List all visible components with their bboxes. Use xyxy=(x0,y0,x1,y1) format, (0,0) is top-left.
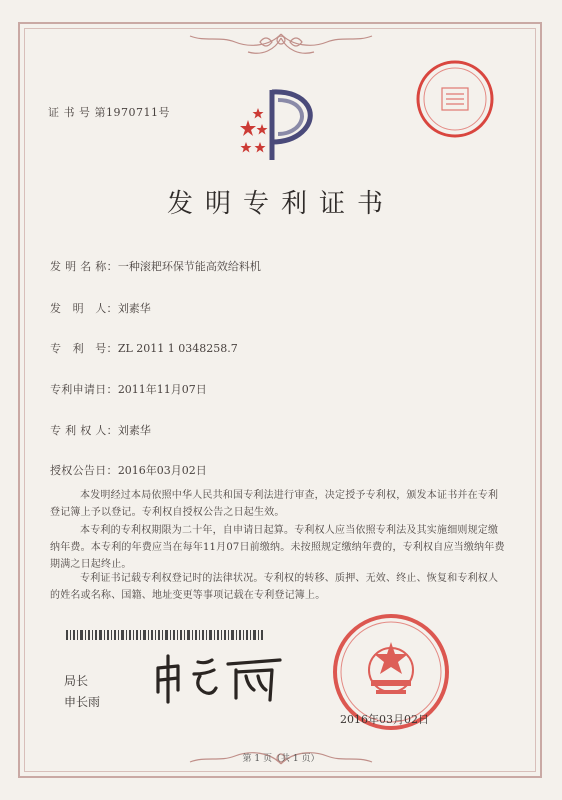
paragraph-term: 本专利的专利权期限为二十年，自申请日起算。专利权人应当依照专利法及其实施细则规定缴纳年费。本专利的年费应当在每年11月07日前缴纳。未按照规定缴纳年费的，专利权自应当缴纳年费期满之日起终止。 xyxy=(50,525,505,570)
field-inventor xyxy=(50,300,151,316)
field-label: 专 利 权 人： xyxy=(50,424,118,437)
field-patentee xyxy=(50,422,151,438)
paragraph-grant: 本发明经过本局依照中华人民共和国专利法进行审查，决定授予专利权，颁发本证书并在专利登记簿上予以登记。专利权自授权公告之日起生效。 xyxy=(50,490,499,518)
certificate-number-label: 证 书 号 xyxy=(48,106,91,119)
certificate-number xyxy=(48,104,170,120)
field-value: 一种滚耙环保节能高效给料机 xyxy=(117,260,261,273)
field-value: 2016年03月02日 xyxy=(117,464,207,477)
patent-office-logo-icon xyxy=(228,86,324,164)
field-value: 刘素华 xyxy=(117,424,151,437)
field-value: ZL 2011 1 0348258.7 xyxy=(117,342,238,355)
agency-seal-icon xyxy=(414,58,496,140)
field-value: 刘素华 xyxy=(117,302,151,315)
field-label: 专 利 号： xyxy=(50,342,118,355)
certificate-number-value: 第1970711号 xyxy=(94,106,170,119)
page-footer: 第 1 页（共 1 页） xyxy=(242,754,320,764)
top-ornament-icon xyxy=(180,28,382,68)
field-label: 发 明 人： xyxy=(50,302,118,315)
field-value: 2011年11月07日 xyxy=(117,383,207,396)
director-name: 申长雨 xyxy=(64,695,101,709)
field-label: 授权公告日： xyxy=(50,464,118,477)
field-application-date xyxy=(50,381,207,397)
document-title: 发明专利证书 xyxy=(166,189,395,219)
field-patent-number xyxy=(50,340,238,356)
field-label: 发 明 名 称： xyxy=(50,260,118,273)
bottom-ornament-icon xyxy=(180,730,382,770)
field-invention-name xyxy=(50,258,261,274)
barcode-icon xyxy=(66,630,266,640)
field-label: 专利申请日： xyxy=(50,383,118,396)
field-grant-date xyxy=(50,462,207,478)
paragraph-register: 专利证书记载专利权登记时的法律状况。专利权的转移、质押、无效、终止、恢复和专利权人的姓名或名称、国籍、地址变更等事项记载在专利登记簿上。 xyxy=(50,573,499,601)
director-signature-icon xyxy=(150,650,290,706)
seal-date: 2016年03月02日 xyxy=(340,713,429,726)
director-title: 局长 xyxy=(64,674,89,688)
